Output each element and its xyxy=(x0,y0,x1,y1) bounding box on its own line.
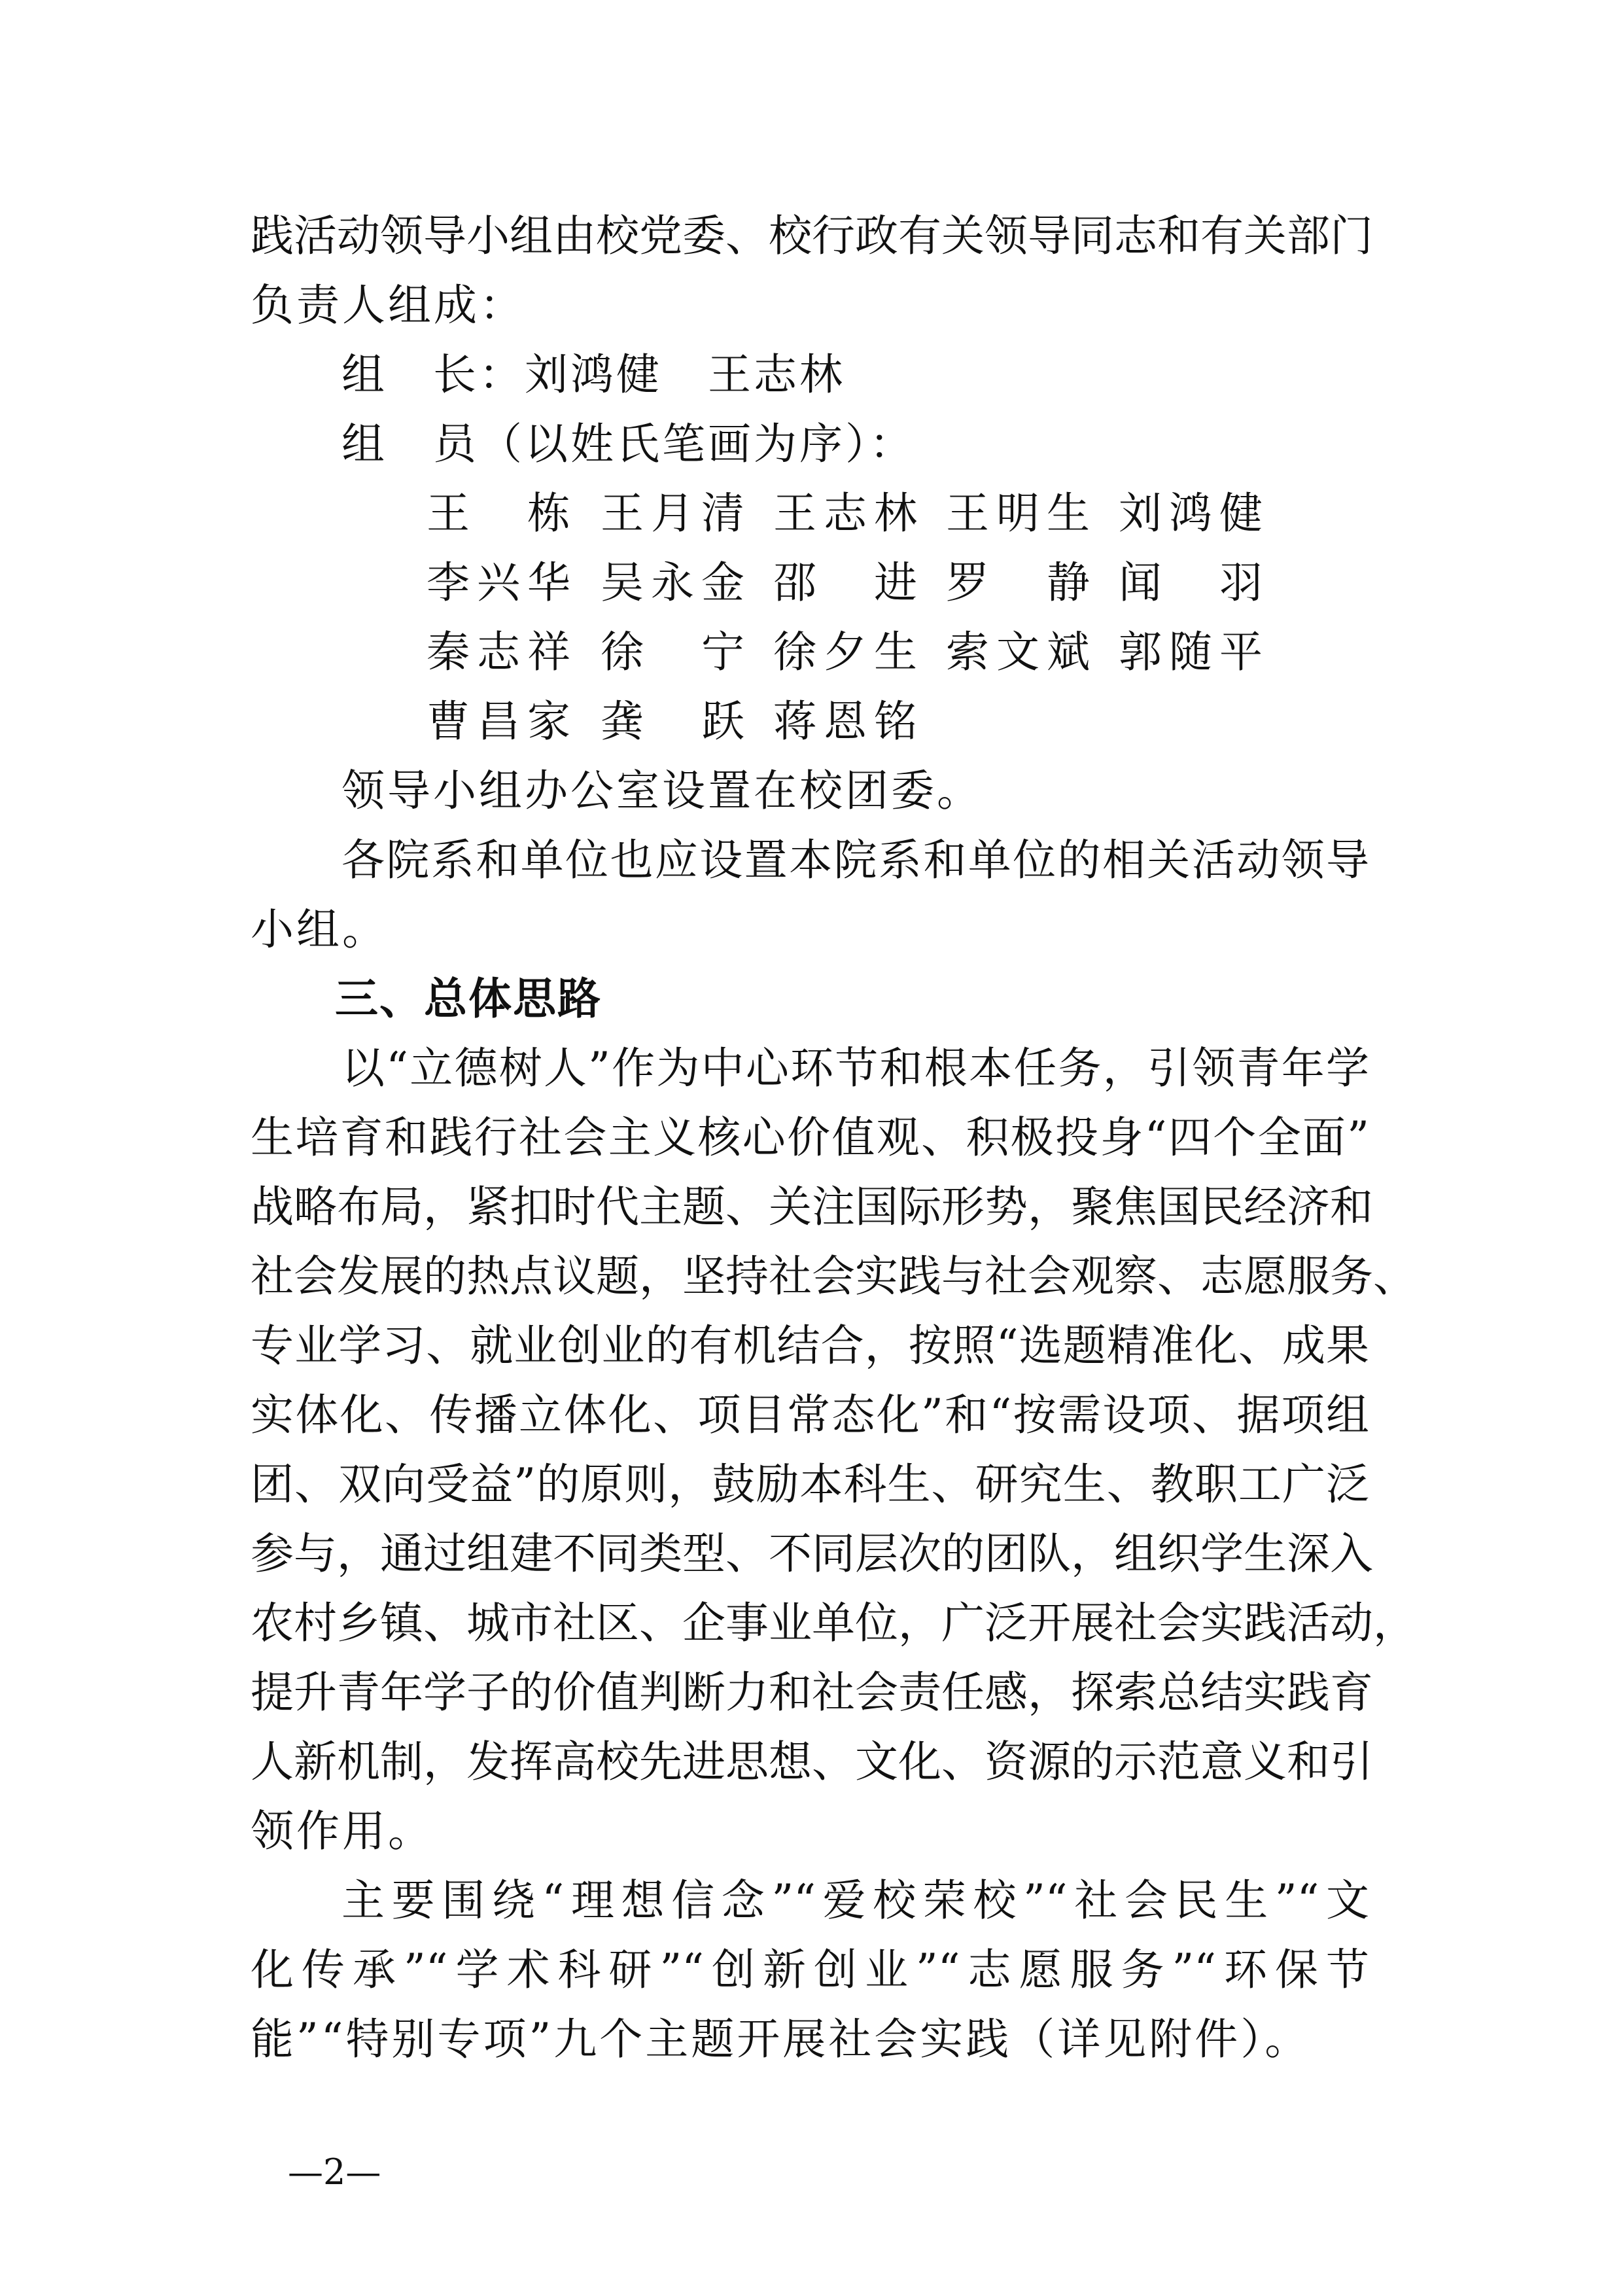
member-name: 龚 跃 xyxy=(601,696,744,747)
body-line: 践活动领导小组由校党委、校行政有关领导同志和有关部门 xyxy=(251,211,1373,261)
section-heading: 三、总体思路 xyxy=(335,974,602,1024)
body-line: 专业学习、就业创业的有机结合，按照“选题精准化、成果 xyxy=(251,1320,1369,1371)
body-line: 各院系和单位也应设置本院系和单位的相关活动领导 xyxy=(341,835,1369,885)
body-line: 参与，通过组建不同类型、不同层次的团队，组织学生深入 xyxy=(251,1528,1373,1579)
body-line: 主要围绕“理想信念”“爱校荣校”“社会民生”“文 xyxy=(341,1875,1369,1926)
member-name: 曹昌家 xyxy=(427,696,570,747)
member-name: 闻 羽 xyxy=(1119,557,1263,608)
body-line: 领作用。 xyxy=(251,1806,434,1856)
body-line: 战略布局，紧扣时代主题、关注国际形势，聚焦国民经济和 xyxy=(251,1182,1373,1232)
page-number: —2— xyxy=(288,2151,381,2193)
member-name: 王 栋 xyxy=(427,488,570,539)
member-name: 刘鸿健 xyxy=(1119,488,1263,539)
member-name: 郭随平 xyxy=(1119,627,1263,677)
body-line: 化传承”“学术科研”“创新创业”“志愿服务”“环保节 xyxy=(251,1945,1369,1995)
body-line: 人新机制，发挥高校先进思想、文化、资源的示范意义和引 xyxy=(251,1737,1373,1787)
member-name: 蒋恩铭 xyxy=(773,696,917,747)
member-name: 罗 静 xyxy=(946,557,1090,608)
body-line: 团、双向受益”的原则，鼓励本科生、研究生、教职工广泛 xyxy=(251,1459,1369,1510)
body-line: 以“立德树人”作为中心环节和根本任务，引领青年学 xyxy=(341,1043,1369,1093)
member-name: 王月清 xyxy=(601,488,744,539)
member-name: 王明生 xyxy=(946,488,1090,539)
body-line: 负责人组成： xyxy=(251,280,525,330)
member-name: 吴永金 xyxy=(601,557,744,608)
body-line: 提升青年学子的价值判断力和社会责任感，探索总结实践育 xyxy=(251,1667,1373,1718)
body-line: 社会发展的热点议题，坚持社会实践与社会观察、志愿服务、 xyxy=(251,1251,1416,1301)
body-line: 能”“特别专项”九个主题开展社会实践（详见附件）。 xyxy=(251,2014,1311,2064)
office-line: 领导小组办公室设置在校团委。 xyxy=(341,766,983,816)
member-name: 徐夕生 xyxy=(773,627,917,677)
member-name: 徐 宁 xyxy=(601,627,744,677)
member-name: 秦志祥 xyxy=(427,627,570,677)
group-members-heading: 组 员（以姓氏笔画为序）： xyxy=(341,419,915,469)
member-name: 索文斌 xyxy=(946,627,1090,677)
member-name: 王志林 xyxy=(773,488,917,539)
group-leader-line: 组 长：刘鸿健 王志林 xyxy=(341,349,845,400)
body-line: 农村乡镇、城市社区、企事业单位，广泛开展社会实践活动， xyxy=(251,1598,1416,1648)
member-name: 邵 进 xyxy=(773,557,917,608)
body-line: 小组。 xyxy=(251,904,388,955)
body-line: 生培育和践行社会主义核心价值观、积极投身“四个全面” xyxy=(251,1112,1369,1163)
member-name: 李兴华 xyxy=(427,557,570,608)
body-line: 实体化、传播立体化、项目常态化”和“按需设项、据项组 xyxy=(251,1390,1369,1440)
